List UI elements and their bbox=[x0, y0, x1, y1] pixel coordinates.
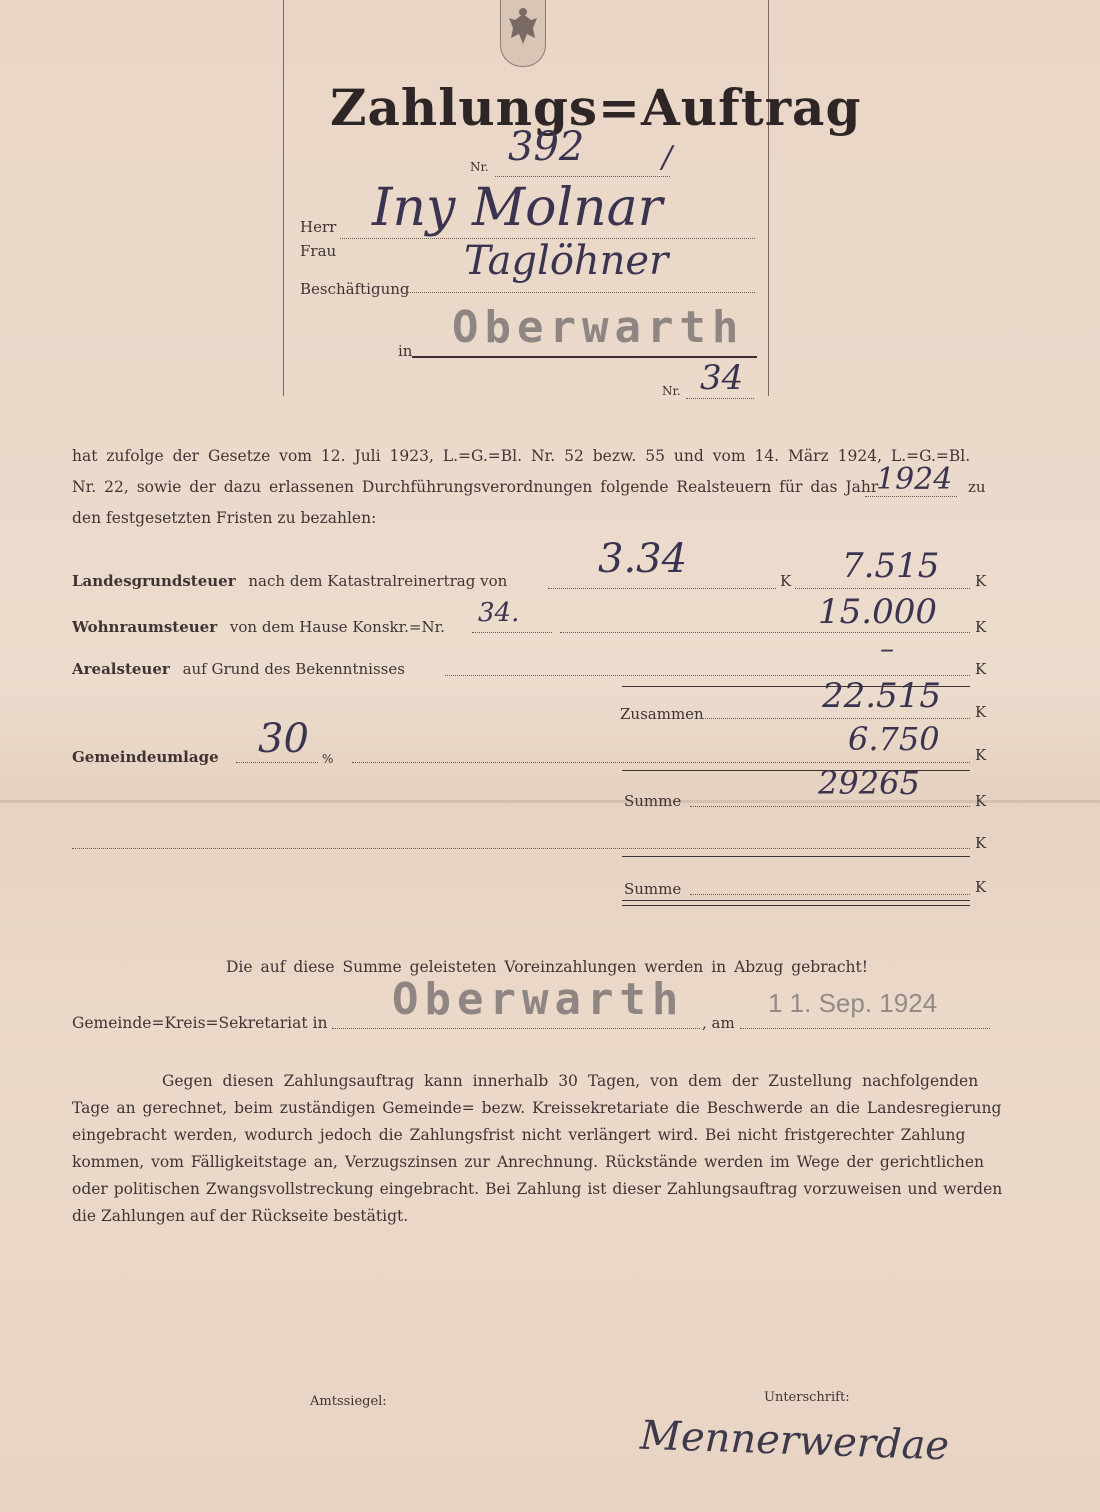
in-label: in bbox=[398, 342, 413, 360]
wohn-value: 15.000 bbox=[818, 592, 937, 632]
summe-line bbox=[690, 806, 970, 807]
landes-currency: K bbox=[975, 572, 987, 590]
landes-base-currency: K bbox=[780, 572, 792, 590]
landes-value-line bbox=[795, 588, 970, 589]
paper-fold-line bbox=[0, 800, 1100, 803]
areal-desc: auf Grund des Bekenntnisses bbox=[182, 660, 405, 678]
name-value: Iny Molnar bbox=[372, 178, 663, 238]
intro-line-1: hat zufolge der Gesetze vom 12. Juli 1923, L.=G.=Bl. Nr. 52 bezw. 55 und vom 14. März 1924, L.=G.=Bl. bbox=[72, 447, 971, 465]
landes-row bbox=[72, 572, 507, 590]
hausnr-label: Nr. bbox=[662, 384, 681, 398]
gemeinde-value: 6.750 bbox=[848, 720, 940, 758]
landes-base-value: 3.34 bbox=[598, 536, 688, 582]
sekretariat-stamp: Oberwarth bbox=[392, 974, 685, 1025]
zusammen-line bbox=[700, 718, 970, 719]
intro-line-2: Nr. 22, sowie der dazu erlassenen Durchführungsverordnungen folgende Realsteuern für das Jahr bbox=[72, 478, 879, 496]
beschaeftigung-label: Beschäftigung bbox=[300, 280, 410, 298]
gemeinde-pct-line bbox=[236, 762, 318, 763]
summe2-line bbox=[690, 894, 970, 895]
zusammen-label: Zusammen bbox=[620, 705, 704, 723]
gemeinde-label: Gemeindeumlage bbox=[72, 748, 219, 766]
landes-base-line bbox=[548, 588, 776, 589]
year-value: 1924 bbox=[876, 462, 953, 497]
areal-currency: K bbox=[975, 660, 987, 678]
areal-value: – bbox=[880, 632, 894, 665]
areal-row bbox=[72, 660, 405, 678]
date-line bbox=[740, 1028, 990, 1029]
sekretariat-label: Gemeinde=Kreis=Sekretariat in bbox=[72, 1014, 328, 1032]
intro-line-2-end: zu bbox=[968, 478, 986, 496]
wohn-currency: K bbox=[975, 618, 987, 636]
unterschrift-label: Unterschrift: bbox=[764, 1390, 850, 1405]
legal-line-4: kommen, vom Fälligkeitstage an, Verzugszinsen zur Anrechnung. Rückstände werden im Wege der gerichtlichen bbox=[72, 1153, 984, 1171]
legal-line-5: oder politischen Zwangsvollstreckung eingebracht. Bei Zahlung ist dieser Zahlungsauftrag vorzuweisen und werden bbox=[72, 1180, 1003, 1198]
landes-label: Landesgrundsteuer bbox=[72, 572, 236, 590]
wohn-label: Wohnraumsteuer bbox=[72, 618, 218, 636]
intro-line-3: den festgesetzten Fristen zu bezahlen: bbox=[72, 509, 377, 527]
empty-row-underline bbox=[622, 856, 970, 857]
legal-line-1: Gegen diesen Zahlungsauftrag kann innerhalb 30 Tagen, von dem der Zustellung nachfolgenden bbox=[162, 1072, 979, 1090]
zusammen-currency: K bbox=[975, 703, 987, 721]
summe-currency: K bbox=[975, 792, 987, 810]
landes-desc: nach dem Katastralreinertrag von bbox=[248, 572, 508, 590]
document-title: Zahlungs=Auftrag bbox=[330, 78, 862, 137]
wohn-value-line bbox=[560, 632, 970, 633]
legal-line-2: Tage an gerechnet, beim zuständigen Gemeinde= bezw. Kreissekretariate die Beschwerde an die Landesregierung bbox=[72, 1099, 1002, 1117]
areal-label: Arealsteuer bbox=[72, 660, 170, 678]
am-label: , am bbox=[702, 1014, 735, 1032]
legal-line-3: eingebracht werden, wodurch jedoch die Zahlungsfrist nicht verlängert wird. Bei nicht fristgerechter Zahlung bbox=[72, 1126, 966, 1144]
gemeinde-currency: K bbox=[975, 746, 987, 764]
legal-line-6: die Zahlungen auf der Rückseite bestätigt. bbox=[72, 1207, 409, 1225]
summe2-double-line-bottom bbox=[622, 905, 970, 906]
empty-row-line bbox=[72, 848, 970, 849]
gemeinde-pct-value: 30 bbox=[258, 716, 309, 762]
wohn-nr-value: 34. bbox=[478, 598, 520, 628]
wohn-row bbox=[72, 618, 445, 636]
date-stamp: 1 1. Sep. 1924 bbox=[768, 988, 938, 1018]
nr-value: 392 bbox=[508, 124, 585, 170]
ort-stamp: Oberwarth bbox=[452, 302, 745, 353]
sekretariat-line bbox=[332, 1028, 700, 1029]
frau-label: Frau bbox=[300, 242, 337, 260]
empty-row-currency: K bbox=[975, 834, 987, 852]
header-left-border bbox=[283, 0, 284, 396]
beschaeftigung-line bbox=[408, 292, 755, 293]
summe2-currency: K bbox=[975, 878, 987, 896]
percent-sign: % bbox=[322, 752, 334, 766]
wohn-desc: von dem Hause Konskr.=Nr. bbox=[229, 618, 445, 636]
signature: Mennerwerdae bbox=[639, 1412, 950, 1470]
nr-mark: / bbox=[662, 140, 673, 175]
nr-line bbox=[495, 176, 670, 177]
hausnr-line bbox=[686, 398, 754, 399]
beschaeftigung-value: Taglöhner bbox=[464, 238, 669, 284]
coat-of-arms-seal bbox=[500, 0, 546, 67]
nr-label: Nr. bbox=[470, 160, 489, 174]
hausnr-value: 34 bbox=[700, 358, 744, 398]
amtssiegel-label: Amtssiegel: bbox=[310, 1394, 387, 1409]
summe-value: 29265 bbox=[818, 764, 920, 802]
wohn-nr-line bbox=[472, 632, 552, 633]
gemeinde-value-line bbox=[352, 762, 970, 763]
landes-value: 7.515 bbox=[842, 546, 940, 586]
zusammen-value: 22.515 bbox=[822, 676, 941, 716]
herr-label: Herr bbox=[300, 218, 337, 236]
summe2-double-line-top bbox=[622, 900, 970, 901]
deduction-notice: Die auf diese Summe geleisteten Voreinzahlungen werden in Abzug gebracht! bbox=[226, 958, 868, 976]
summe-label: Summe bbox=[624, 792, 682, 810]
header-right-border bbox=[768, 0, 769, 396]
summe2-label: Summe bbox=[624, 880, 682, 898]
